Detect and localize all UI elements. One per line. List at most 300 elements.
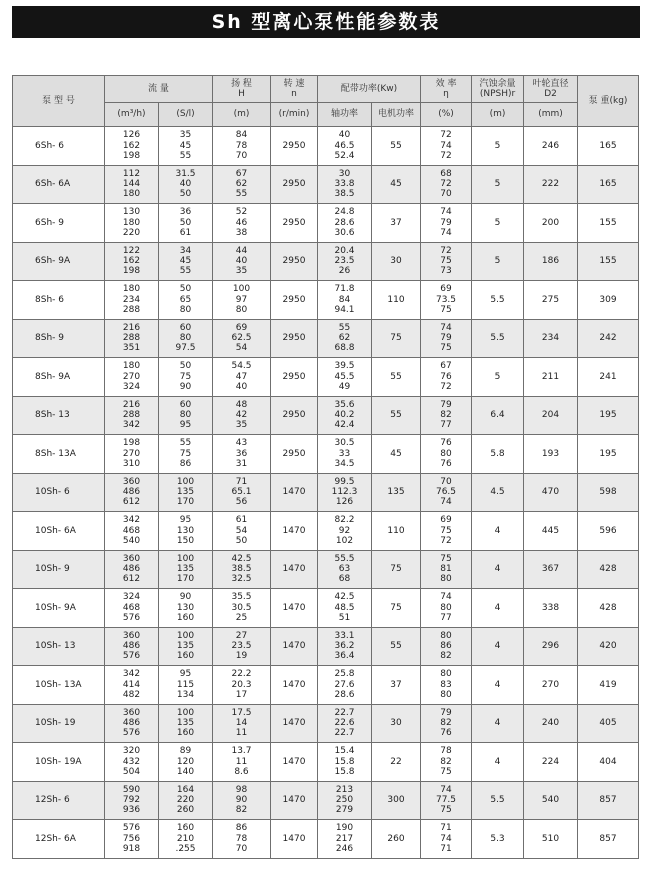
- cell-flow-m3h-value: 126: [122, 130, 141, 141]
- cell-model: 8Sh- 9: [13, 319, 105, 358]
- cell-shaft-power: [318, 704, 372, 743]
- cell-motor-power: 30: [372, 242, 421, 281]
- cell-efficiency-value: 68: [440, 168, 452, 179]
- cell-speed: 1470: [271, 820, 318, 859]
- cell-flow-m3h-value: 180: [122, 361, 141, 372]
- table-body: [13, 127, 639, 859]
- cell-head-value: 86: [235, 823, 248, 834]
- cell-model: 6Sh- 9: [13, 204, 105, 243]
- cell-head-value: 35: [235, 420, 248, 431]
- cell-shaft-power-value: 99.5: [334, 476, 355, 487]
- cell-efficiency-value: 67: [440, 361, 452, 372]
- cell-shaft-power-value: 34.5: [334, 458, 355, 469]
- cell-model: 12Sh- 6: [13, 781, 105, 820]
- table-row: [13, 165, 639, 204]
- cell-flow-ls-value: 50: [179, 361, 192, 372]
- cell-flow-m3h-value: 216: [122, 399, 141, 410]
- cell-efficiency-value: 86: [440, 641, 452, 652]
- cell-impeller-diameter: 246: [524, 127, 578, 166]
- cell-flow-m3h-value: 342: [122, 420, 141, 431]
- cell-flow-ls: [159, 627, 213, 666]
- cell-head-value: 38: [235, 227, 248, 238]
- header-npsh: 汽蚀余量 (NPSH)r: [472, 76, 524, 103]
- cell-motor-power: 110: [372, 512, 421, 551]
- table-row: [13, 204, 639, 243]
- cell-efficiency-value: 80: [440, 689, 452, 700]
- cell-efficiency-value: 79: [440, 399, 452, 410]
- cell-head: [213, 781, 271, 820]
- cell-flow-ls-value: 135: [176, 564, 195, 575]
- cell-shaft-power: [318, 627, 372, 666]
- cell-weight: 195: [578, 435, 639, 474]
- cell-flow-ls: [159, 704, 213, 743]
- cell-flow-m3h-value: 198: [122, 150, 141, 161]
- cell-flow-m3h-value: 486: [122, 641, 141, 652]
- cell-motor-power: 135: [372, 473, 421, 512]
- cell-head-value: 35.5: [231, 592, 252, 603]
- cell-shaft-power-value: 213: [335, 784, 354, 795]
- cell-head-value: 78: [235, 833, 248, 844]
- cell-shaft-power-value: 126: [335, 497, 354, 508]
- cell-flow-m3h-value: 320: [122, 746, 141, 757]
- cell-shaft-power-value: 48.5: [334, 602, 355, 613]
- cell-efficiency-value: 79: [440, 333, 452, 344]
- cell-shaft-power-value: 40.2: [334, 410, 355, 421]
- cell-efficiency-value: 75: [440, 343, 452, 354]
- cell-head-value: 35: [235, 266, 248, 277]
- cell-shaft-power-value: 30: [338, 168, 351, 179]
- cell-flow-m3h: [105, 242, 159, 281]
- cell-impeller-diameter: 338: [524, 589, 578, 628]
- header-impeller-diameter: 叶轮直径 D2: [524, 76, 578, 103]
- cell-head-value: 78: [235, 140, 248, 151]
- cell-shaft-power-value: 24.8: [334, 207, 355, 218]
- cell-flow-m3h-value: 360: [122, 630, 141, 641]
- cell-flow-ls: [159, 396, 213, 435]
- cell-shaft-power: [318, 165, 372, 204]
- cell-head-value: 36: [235, 448, 248, 459]
- cell-flow-m3h-value: 270: [122, 448, 141, 459]
- cell-flow-m3h-value: 216: [122, 322, 141, 333]
- cell-efficiency: [421, 512, 472, 551]
- cell-flow-ls-value: 80: [179, 410, 192, 421]
- cell-flow-m3h: [105, 435, 159, 474]
- cell-shaft-power-value: 22.7: [334, 728, 355, 739]
- cell-head-value: 62: [235, 179, 248, 190]
- cell-flow-ls: [159, 781, 213, 820]
- cell-shaft-power-value: 33.8: [334, 179, 355, 190]
- cell-head-value: 56: [235, 497, 248, 508]
- cell-shaft-power-value: 217: [335, 833, 354, 844]
- cell-flow-ls-value: 40: [179, 179, 192, 190]
- cell-shaft-power-value: 62: [338, 333, 351, 344]
- cell-head-value: 50: [235, 535, 248, 546]
- cell-shaft-power-value: 30.6: [334, 227, 355, 238]
- cell-efficiency-value: 76.5: [435, 487, 457, 498]
- cell-flow-ls-value: 61: [179, 227, 192, 238]
- header-speed: 转 速 n: [271, 76, 318, 103]
- cell-impeller-diameter: 275: [524, 281, 578, 320]
- cell-model: 10Sh- 19: [13, 704, 105, 743]
- cell-flow-m3h-value: 468: [122, 525, 141, 536]
- cell-flow-ls-value: 60: [179, 322, 192, 333]
- cell-flow-ls-value: 130: [176, 525, 195, 536]
- cell-flow-ls: [159, 204, 213, 243]
- cell-efficiency-value: 74: [440, 784, 452, 795]
- cell-head: [213, 704, 271, 743]
- cell-flow-ls-value: 100: [176, 553, 195, 564]
- table-row: [13, 435, 639, 474]
- cell-flow-ls-value: 160: [176, 612, 195, 623]
- cell-head-value: 100: [232, 284, 251, 295]
- cell-head-value: 54: [235, 525, 248, 536]
- cell-speed: 2950: [271, 204, 318, 243]
- cell-speed: 2950: [271, 242, 318, 281]
- cell-flow-ls-value: 97.5: [175, 343, 196, 354]
- cell-efficiency-value: 74: [440, 592, 452, 603]
- cell-flow-m3h-value: 342: [122, 515, 141, 526]
- cell-head: [213, 589, 271, 628]
- cell-flow-ls-value: 170: [176, 497, 195, 508]
- cell-efficiency: [421, 704, 472, 743]
- cell-weight: 404: [578, 743, 639, 782]
- cell-efficiency: [421, 781, 472, 820]
- cell-head: [213, 627, 271, 666]
- cell-efficiency-value: 74: [440, 207, 452, 218]
- cell-head: [213, 473, 271, 512]
- cell-speed: 1470: [271, 743, 318, 782]
- cell-efficiency-value: 80: [440, 669, 452, 680]
- cell-flow-m3h: [105, 281, 159, 320]
- cell-head-value: 42.5: [231, 553, 252, 564]
- cell-speed: 1470: [271, 512, 318, 551]
- table-header: [13, 76, 639, 127]
- cell-npsh: 5: [472, 204, 524, 243]
- cell-flow-ls-value: 55: [179, 438, 192, 449]
- cell-shaft-power-value: 33: [338, 448, 351, 459]
- cell-npsh: 4: [472, 589, 524, 628]
- cell-head-value: 55: [235, 189, 248, 200]
- cell-flow-m3h-value: 130: [122, 207, 141, 218]
- cell-head-value: 82: [235, 805, 248, 816]
- cell-speed: 2950: [271, 358, 318, 397]
- cell-impeller-diameter: 222: [524, 165, 578, 204]
- cell-model: 10Sh- 13A: [13, 666, 105, 705]
- cell-flow-ls-value: 160: [176, 823, 195, 834]
- cell-npsh: 4: [472, 704, 524, 743]
- header-power: 配带功率(Kw): [318, 76, 421, 103]
- cell-shaft-power-value: 33.1: [334, 630, 355, 641]
- cell-efficiency: [421, 550, 472, 589]
- cell-flow-ls-value: 134: [176, 689, 195, 700]
- cell-weight: 195: [578, 396, 639, 435]
- cell-flow-m3h-value: 162: [122, 256, 141, 267]
- cell-efficiency-value: 69: [440, 284, 452, 295]
- cell-npsh: 5.5: [472, 319, 524, 358]
- cell-shaft-power-value: 49: [338, 381, 351, 392]
- cell-head-value: 25: [235, 612, 248, 623]
- cell-motor-power: 55: [372, 627, 421, 666]
- cell-impeller-diameter: 540: [524, 781, 578, 820]
- cell-flow-m3h-value: 360: [122, 553, 141, 564]
- cell-flow-ls-value: 75: [179, 371, 192, 382]
- cell-npsh: 5: [472, 165, 524, 204]
- cell-flow-m3h-value: 112: [122, 168, 141, 179]
- cell-flow-ls: [159, 319, 213, 358]
- header-weight: 泵 重(kg): [578, 76, 639, 127]
- cell-shaft-power-value: 23.5: [334, 256, 355, 267]
- table-row: [13, 627, 639, 666]
- cell-shaft-power-value: 63: [338, 564, 351, 575]
- cell-flow-ls-value: 260: [176, 805, 195, 816]
- cell-model: 10Sh- 9A: [13, 589, 105, 628]
- cell-efficiency-value: 75: [440, 525, 452, 536]
- cell-efficiency-value: 74: [440, 227, 452, 238]
- cell-impeller-diameter: 234: [524, 319, 578, 358]
- cell-shaft-power-value: 20.4: [334, 245, 355, 256]
- cell-flow-m3h-value: 180: [122, 284, 141, 295]
- cell-shaft-power-value: 190: [335, 823, 354, 834]
- cell-flow-ls: [159, 743, 213, 782]
- cell-flow-ls-value: 90: [179, 381, 192, 392]
- cell-weight: 242: [578, 319, 639, 358]
- cell-model: 8Sh- 13A: [13, 435, 105, 474]
- cell-motor-power: 300: [372, 781, 421, 820]
- cell-head-value: 20.3: [231, 679, 252, 690]
- cell-flow-ls: [159, 550, 213, 589]
- cell-efficiency: [421, 627, 472, 666]
- cell-efficiency: [421, 358, 472, 397]
- cell-impeller-diameter: 240: [524, 704, 578, 743]
- cell-efficiency-value: 83: [440, 679, 452, 690]
- cell-impeller-diameter: 224: [524, 743, 578, 782]
- cell-flow-m3h-value: 342: [122, 669, 141, 680]
- cell-efficiency: [421, 435, 472, 474]
- cell-npsh: 5.3: [472, 820, 524, 859]
- cell-shaft-power: [318, 281, 372, 320]
- cell-npsh: 4: [472, 666, 524, 705]
- cell-flow-m3h: [105, 589, 159, 628]
- table-row: [13, 820, 639, 859]
- cell-flow-m3h-value: 360: [122, 707, 141, 718]
- cell-efficiency-value: 77: [440, 612, 452, 623]
- cell-motor-power: 30: [372, 704, 421, 743]
- header-efficiency: 效 率 η: [421, 76, 472, 103]
- cell-head-value: 14: [235, 718, 248, 729]
- cell-impeller-diameter: 296: [524, 627, 578, 666]
- cell-flow-m3h-value: 756: [122, 833, 141, 844]
- cell-head-value: 54.5: [231, 361, 252, 372]
- cell-head: [213, 550, 271, 589]
- cell-efficiency-value: 75: [440, 304, 452, 315]
- cell-flow-m3h-value: 482: [122, 689, 141, 700]
- cell-flow-m3h: [105, 396, 159, 435]
- cell-weight: 155: [578, 204, 639, 243]
- cell-head-value: 17.5: [231, 707, 252, 718]
- cell-head: [213, 512, 271, 551]
- cell-motor-power: 45: [372, 165, 421, 204]
- cell-speed: 1470: [271, 627, 318, 666]
- cell-head: [213, 666, 271, 705]
- cell-efficiency: [421, 820, 472, 859]
- cell-shaft-power-value: 27.6: [334, 679, 355, 690]
- cell-flow-ls-value: 95: [179, 420, 192, 431]
- cell-shaft-power-value: 36.2: [334, 641, 355, 652]
- cell-efficiency-value: 74: [440, 322, 452, 333]
- cell-model: 10Sh- 6A: [13, 512, 105, 551]
- cell-flow-ls-value: 65: [179, 294, 192, 305]
- cell-shaft-power-value: 68.8: [334, 343, 355, 354]
- cell-impeller-diameter: 445: [524, 512, 578, 551]
- cell-motor-power: 110: [372, 281, 421, 320]
- cell-head: [213, 165, 271, 204]
- cell-head-value: 31: [235, 458, 248, 469]
- cell-flow-m3h-value: 270: [122, 371, 141, 382]
- cell-speed: 1470: [271, 781, 318, 820]
- cell-impeller-diameter: 510: [524, 820, 578, 859]
- cell-speed: 2950: [271, 281, 318, 320]
- cell-efficiency-value: 76: [440, 458, 452, 469]
- cell-shaft-power-value: 250: [335, 795, 354, 806]
- cell-flow-m3h-value: 198: [122, 266, 141, 277]
- cell-speed: 1470: [271, 589, 318, 628]
- cell-flow-m3h-value: 792: [122, 795, 141, 806]
- cell-efficiency: [421, 396, 472, 435]
- cell-flow-ls-value: 170: [176, 574, 195, 585]
- cell-efficiency-value: 75: [440, 553, 452, 564]
- cell-model: 10Sh- 13: [13, 627, 105, 666]
- cell-shaft-power-value: 15.4: [334, 746, 355, 757]
- cell-flow-m3h: [105, 204, 159, 243]
- cell-flow-m3h-value: 180: [122, 217, 141, 228]
- cell-efficiency-value: 80: [440, 448, 452, 459]
- cell-flow-ls: [159, 127, 213, 166]
- cell-flow-m3h: [105, 627, 159, 666]
- cell-flow-ls-value: 220: [176, 795, 195, 806]
- header-flow-ls: (S/l): [159, 103, 213, 127]
- cell-head-value: 67: [235, 168, 248, 179]
- cell-head-value: 38.5: [231, 564, 252, 575]
- cell-flow-ls-value: 86: [179, 458, 192, 469]
- cell-shaft-power-value: 71.8: [334, 284, 355, 295]
- cell-flow-ls-value: 135: [176, 718, 195, 729]
- page-title: Sh 型离心泵性能参数表: [12, 6, 640, 38]
- cell-flow-ls-value: 135: [176, 641, 195, 652]
- cell-head: [213, 319, 271, 358]
- cell-head-value: 97: [235, 294, 248, 305]
- cell-shaft-power-value: 55.5: [334, 553, 355, 564]
- cell-head-value: 62.5: [231, 333, 252, 344]
- cell-motor-power: 75: [372, 589, 421, 628]
- cell-flow-ls-value: 50: [179, 284, 192, 295]
- cell-flow-m3h-value: 414: [122, 679, 141, 690]
- cell-head-value: 42: [235, 410, 248, 421]
- cell-flow-m3h: [105, 165, 159, 204]
- cell-head-value: 90: [235, 795, 248, 806]
- cell-motor-power: 22: [372, 743, 421, 782]
- cell-model: 10Sh- 6: [13, 473, 105, 512]
- cell-npsh: 4: [472, 743, 524, 782]
- cell-flow-ls-value: 55: [179, 266, 192, 277]
- cell-efficiency-value: 72: [440, 381, 452, 392]
- cell-efficiency-value: 79: [440, 707, 452, 718]
- cell-speed: 2950: [271, 396, 318, 435]
- cell-flow-m3h-value: 162: [122, 140, 141, 151]
- cell-flow-m3h-value: 180: [122, 189, 141, 200]
- cell-shaft-power-value: 84: [338, 294, 351, 305]
- cell-efficiency: [421, 319, 472, 358]
- cell-efficiency-value: 72: [440, 150, 452, 161]
- cell-shaft-power: [318, 319, 372, 358]
- header-shaft-power: 轴功率: [318, 103, 372, 127]
- cell-head-value: 69: [235, 322, 248, 333]
- cell-flow-ls-value: 80: [179, 333, 192, 344]
- cell-efficiency-value: 69: [440, 515, 452, 526]
- cell-head: [213, 281, 271, 320]
- cell-flow-m3h-value: 918: [122, 843, 141, 854]
- header-flow-m3h: (m³/h): [105, 103, 159, 127]
- cell-model: 6Sh- 9A: [13, 242, 105, 281]
- header-motor-power: 电机功率: [372, 103, 421, 127]
- cell-flow-ls: [159, 435, 213, 474]
- cell-shaft-power-value: 15.8: [334, 766, 355, 777]
- cell-shaft-power: [318, 550, 372, 589]
- cell-efficiency-value: 76: [440, 728, 452, 739]
- cell-head-value: 11: [235, 728, 248, 739]
- cell-impeller-diameter: 211: [524, 358, 578, 397]
- cell-speed: 2950: [271, 435, 318, 474]
- cell-shaft-power-value: 22.6: [334, 718, 355, 729]
- cell-head-value: 40: [235, 256, 248, 267]
- cell-flow-ls-value: 31.5: [175, 168, 196, 179]
- cell-flow-m3h-value: 234: [122, 294, 141, 305]
- cell-impeller-diameter: 204: [524, 396, 578, 435]
- cell-weight: 165: [578, 127, 639, 166]
- cell-efficiency-value: 80: [440, 602, 452, 613]
- cell-flow-ls-value: 89: [179, 746, 192, 757]
- cell-shaft-power-value: 45.5: [334, 371, 355, 382]
- cell-flow-m3h-value: 612: [122, 574, 141, 585]
- cell-flow-m3h: [105, 473, 159, 512]
- cell-impeller-diameter: 367: [524, 550, 578, 589]
- cell-flow-ls-value: 34: [179, 245, 192, 256]
- cell-flow-m3h-value: 576: [122, 823, 141, 834]
- cell-flow-ls-value: .255: [175, 843, 196, 854]
- cell-head-value: 54: [235, 343, 248, 354]
- cell-flow-m3h: [105, 704, 159, 743]
- cell-shaft-power: [318, 127, 372, 166]
- cell-efficiency-value: 72: [440, 179, 452, 190]
- cell-flow-m3h-value: 590: [122, 784, 141, 795]
- cell-speed: 1470: [271, 666, 318, 705]
- cell-flow-ls-value: 210: [176, 833, 195, 844]
- cell-impeller-diameter: 186: [524, 242, 578, 281]
- cell-flow-ls-value: 45: [179, 140, 192, 151]
- cell-speed: 1470: [271, 550, 318, 589]
- table-row: [13, 512, 639, 551]
- cell-efficiency: [421, 204, 472, 243]
- table-row: [13, 666, 639, 705]
- cell-efficiency: [421, 473, 472, 512]
- cell-flow-ls-value: 160: [176, 651, 195, 662]
- cell-head: [213, 435, 271, 474]
- table-row: [13, 473, 639, 512]
- cell-head-value: 80: [235, 304, 248, 315]
- cell-head-value: 61: [235, 515, 248, 526]
- cell-weight: 241: [578, 358, 639, 397]
- cell-efficiency-value: 75: [440, 805, 452, 816]
- cell-flow-m3h-value: 576: [122, 612, 141, 623]
